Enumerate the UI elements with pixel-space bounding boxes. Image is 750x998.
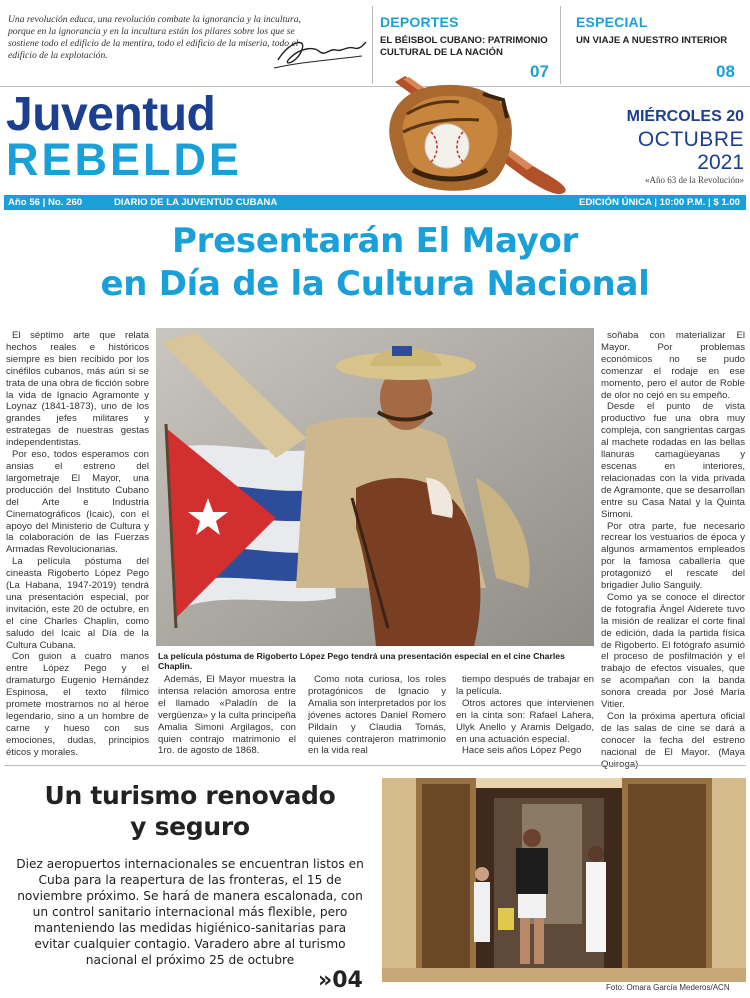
section-teaser-deportes[interactable] <box>380 14 555 59</box>
section-text: EL BÉISBOL CUBANO: PATRIMONIO CULTURAL DE LA NACIÓN <box>380 35 548 58</box>
headline-line: Un turismo renovado <box>44 781 336 810</box>
tagline: DIARIO DE LA JUVENTUD CUBANA <box>114 197 278 208</box>
header-divider <box>372 6 373 84</box>
section-teaser-especial[interactable] <box>576 14 746 47</box>
paragraph: El séptimo arte que relata hechos reales e históricos siempre es bien recibido por los cinéfilos cubanos, más aún si se trata de una obra de ficción sobre la vida de Ignacio Agramonte y Loynaz (1841-1873), uno de los grandes jefes militares y estrategas de nuestras gestas independentistas. <box>6 330 149 449</box>
article-column-2 <box>158 674 296 757</box>
section-rule <box>4 765 746 766</box>
headline-line: y seguro <box>130 812 250 841</box>
date-month: OCTUBRE <box>637 128 744 151</box>
headline-line: en Día de la Cultura Nacional <box>100 264 650 304</box>
paragraph: Por eso, todos esperamos con ansias el estreno del largometraje El Mayor, una producción del Instituto Cubano del Arte e Industria Cinematográficos (Icaic), con el apoyo del Ministerio de Cultura y la colaboración de las Fuerzas Armadas Revolucionarias. <box>6 449 149 556</box>
paragraph: Hace seis años López Pego <box>462 745 582 757</box>
date-year: 2021 <box>697 151 744 174</box>
tourism-photo <box>382 778 746 982</box>
section-page-number[interactable]: 07 <box>530 62 549 81</box>
date-weekday: MIÉRCOLES 20 <box>626 108 744 125</box>
paragraph: soñaba con materializar El Mayor. Por problemas económicos no se pudo comenzar el rodaje en ese momento, pero el autor de Roble de olor no cejó en su empeño. <box>601 330 745 401</box>
movie-still-photo <box>156 328 594 646</box>
info-bar <box>4 195 746 210</box>
header-divider <box>560 6 561 84</box>
signature-icon <box>270 30 370 76</box>
paragraph: Con guion a cuatro manos entre López Pego y el dramaturgo Eugenio Hernández Espinosa, el texto fílmico promete mostrarnos no al héroe legendario, sino a un hombre de carne y hueso con sus emociones, dudas, principios éticos y morales. <box>6 651 149 758</box>
paragraph: Como ya se conoce el director de fotografía Ángel Alderete tuvo la misión de realizar el corte final de edición, dada la partida física de Rigoberto. El fotógrafo asumió el proceso de posfilmación y el trabajo de efectos visuales, que se acompañan con la banda sonora creada por José María Vitier. <box>601 591 745 711</box>
baseball-glove-image <box>383 74 578 196</box>
photo-caption: La película póstuma de Rigoberto López Pego tendrá una presentación especial en el cine Charles Chaplin. <box>158 651 565 671</box>
paragraph: Otros actores que intervienen en la cinta son: Rafael Lahera, Ulyk Anello y Aramis Delgado, en una actuación especial. <box>456 697 594 745</box>
paragraph: Con la próxima apertura oficial de las salas de cine se dará a conocer la fecha del estreno nacional de El Mayor. (Maya <box>601 711 745 758</box>
section-label: ESPECIAL <box>576 14 648 30</box>
section-page-number[interactable]: 08 <box>716 62 735 81</box>
article-column-5 <box>601 330 745 771</box>
paragraph: tiempo después de trabajar en la película. <box>456 674 594 697</box>
page-reference[interactable]: »04 <box>318 968 363 993</box>
headline-line: Presentarán El Mayor <box>172 221 578 261</box>
paragraph: Además, El Mayor muestra la intensa relación amorosa entre el llamado «Paladín de la vergüenza» y la culta principeña Amalia Simoni Argilagos, con quien contrajo matrimonio el 1ro. de agosto de 1868. <box>158 674 296 757</box>
issue-number: Año 56 | No. 260 <box>8 197 83 208</box>
main-headline[interactable] <box>0 220 750 306</box>
article-column-1 <box>6 330 149 759</box>
paragraph: La película póstuma del cineasta Rigoberto López Pego (La Habana, 1947-2019) tendrá una presentación especial, por invitación, este 20 de octubre, en el cine Charles Chaplin, como saludo del Icaic al Día de la Cultura Cubana. <box>6 556 149 651</box>
tourism-lead: Diez aeropuertos internacionales se encuentran listos en Cuba para la reapertura de las fronteras, el 15 de noviembre próximo. Se hará de manera escalonada, con un control sanitario internacional más flexible, pero manteniendo las medidas higiénico-sanitarias para evitar cualquier contagio. Varadero abre al turismo nacional el próximo 25 de octubre <box>16 857 364 967</box>
section-text: UN VIAJE A NUESTRO INTERIOR <box>576 35 728 46</box>
founder-quote: Una revolución educa, una revolución combate la ignorancia y la incultura, porque en la ignorancia y en la incultura están los pilares sobre los que se sostiene todo el edificio de la mentira, todo el edificio de la miseria, todo el edificio de la explotación. <box>8 14 301 61</box>
tourism-headline[interactable] <box>10 780 370 842</box>
edition-price: EDICIÓN ÚNICA | 10:00 P.M. | $ 1.00 <box>578 197 740 208</box>
paragraph: Por otra parte, fue necesario recrear los vestuarios de época y algunos armamentos empleados por la famosa caballería que protagonizó el rescate del brigadier Julio Sanguily. <box>601 520 745 592</box>
article-column-3 <box>308 674 446 757</box>
masthead-juventud: Juventud <box>6 88 216 141</box>
paragraph: Como nota curiosa, los roles protagónicos de Ignacio y Amalia son interpretados por los jóvenes actores Daniel Romero Pildaín y Claudia Tomás, quienes contrajeron matrimonio en la vida real <box>308 674 446 757</box>
paragraph: Desde el punto de vista productivo fue una obra muy compleja, con sangrientas cargas al machete rodadas en las bellas llanuras camagüeyanas y escenas en interiores, relacionadas con la vida privada de Agramonte, que se desarrollan entre su Casa Natal y la Quinta Simoni. <box>601 401 745 520</box>
photo-credit: Foto: Omara García Mederos/ACN <box>606 983 730 992</box>
section-label: DEPORTES <box>380 14 459 30</box>
date-motto: «Año 63 de la Revolución» <box>645 175 744 185</box>
masthead-rebelde: REBELDE <box>6 134 243 185</box>
article-column-4 <box>456 674 594 757</box>
header-rule <box>0 86 750 87</box>
